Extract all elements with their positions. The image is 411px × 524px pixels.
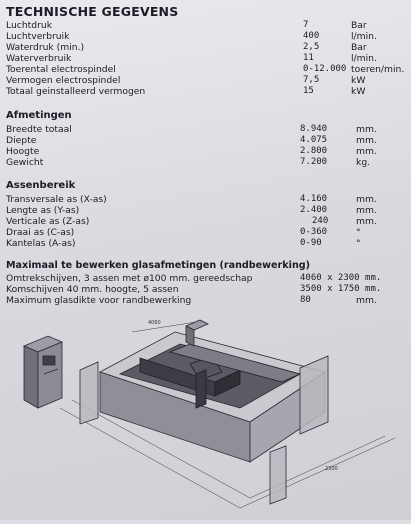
control-cabinet <box>24 336 62 408</box>
spec-row: Hoogte 2.800 mm. <box>6 146 377 157</box>
spec-row: Kantelas (A-as) 0-90 ° <box>6 238 361 249</box>
spec-row: Verticale as (Z-as) 240 mm. <box>6 216 377 227</box>
spec-row: Luchtverbruik 400 l/min. <box>6 31 377 42</box>
spec-row: Diepte 4.075 mm. <box>6 135 377 146</box>
section-heading-glass: Maximaal te bewerken glasafmetingen (randbewerking) <box>6 260 311 271</box>
spec-row: Komschijven 40 mm. hoogte, 5 assen 3500 x 1750 mm. <box>6 284 382 295</box>
spec-row: Toerental electrospindel 0-12.000 toeren/min. <box>6 64 405 75</box>
spec-row: Breedte totaal 8.940 mm. <box>6 124 377 135</box>
dimension-label: 4060 <box>148 320 161 326</box>
section-heading-dimensions: Afmetingen <box>6 110 72 121</box>
spec-row: Omtrekschijven, 3 assen met ø100 mm. gereedschap 4060 x 2300 mm. <box>6 273 382 284</box>
spec-row: Vermogen electrospindel 7,5 kW <box>6 75 366 86</box>
spec-row: Totaal geinstalleerd vermogen 15 kW <box>6 86 366 97</box>
page-title: TECHNISCHE GEGEVENS <box>6 4 179 19</box>
dimension-label: 2300 <box>325 466 338 472</box>
section-heading-axes: Assenbereik <box>6 180 76 191</box>
spec-row: Maximum glasdikte voor randbewerking 80 mm. <box>6 295 377 306</box>
spec-row: Gewicht 7.200 kg. <box>6 157 371 168</box>
spec-row: Waterdruk (min.) 2,5 Bar <box>6 42 367 53</box>
machine-drawing-icon <box>0 312 411 520</box>
spec-row: Transversale as (X-as) 4.160 mm. <box>6 194 377 205</box>
spec-row: Waterverbruik 11 l/min. <box>6 53 377 64</box>
spec-row: Lengte as (Y-as) 2.400 mm. <box>6 205 377 216</box>
spec-row: Draai as (C-as) 0-360 ° <box>6 227 361 238</box>
spec-row: Luchtdruk 7 Bar <box>6 20 367 31</box>
